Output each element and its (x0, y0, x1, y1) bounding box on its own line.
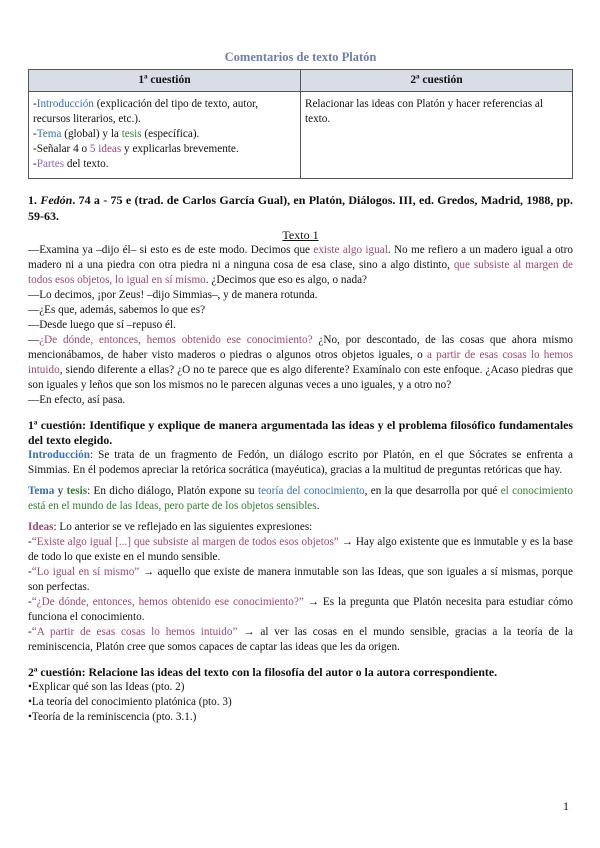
table-cell-q1 (29, 92, 301, 179)
q1-line-intro: -Introducción (explicación del tipo de texto, autor, recursos literarios, etc.). (33, 98, 259, 125)
question1-heading: 1ª cuestión: Identifique y explique de manera argumentada las ideas y el problema filosófico fundamentales del texto elegido. (28, 418, 573, 447)
question2-heading: 2ª cuestión: Relacione las ideas del texto con la filosofía del autor o la autora correspondiente. (28, 665, 498, 679)
texto-paragraph: —¿Es que, además, sabemos lo que es? (28, 304, 206, 316)
q1-line-ideas: -Señalar 4 o 5 ideas y explicarlas brevemente. (33, 143, 239, 155)
document-title: Comentarios de texto Platón (224, 50, 377, 64)
q1-line-tema: -Tema (global) y la tesis (específica). (33, 128, 200, 140)
idea-item: -“¿De dónde, entonces, hemos obtenido ese conocimiento?” → Es la pregunta que Platón necesita para estudiar cómo funciona el conocimiento. (28, 596, 573, 623)
page-number: 1 (563, 799, 569, 813)
ideas-section (28, 520, 573, 655)
ideas-intro: Ideas: Lo anterior se ve reflejado en las siguientes expresiones: (28, 521, 313, 533)
q2-bullet: •Explicar qué son las Ideas (pto. 2) (28, 681, 185, 693)
table-cell-q2: Relacionar las ideas con Platón y hacer referencias al texto. (301, 92, 573, 179)
texto-paragraph: —Examina ya –dijo él– si esto es de este modo. Decimos que existe algo igual. No me refiero a un madero igual a otro madero ni a una piedra con otra piedra ni a ninguna cosa de esa clase, sino a algo distinto, que subsiste al margen de todos esos objetos, lo igual en sí mismo. ¿Decimos que eso es algo, o nada? (28, 244, 574, 286)
q1-line-partes: -Partes del texto. (33, 158, 109, 170)
tema-tesis-paragraph: Tema y tesis: En dicho diálogo, Platón expone su teoría del conocimiento, en la que desarrolla por qué el conocimiento está en el mundo de las Ideas, pero parte de los objetos sensibles. (28, 485, 573, 512)
text-reference: 1. Fedón. 74 a - 75 e (trad. de Carlos García Gual), en Platón, Diálogos. III, ed. Gredos, Madrid, 1988, pp. 59-63. (28, 193, 573, 223)
questions-table (28, 69, 573, 179)
q2-bullet: •Teoría de la reminiscencia (pto. 3.1.) (28, 711, 197, 723)
texto-body (28, 243, 573, 408)
texto-paragraph: —¿De dónde, entonces, hemos obtenido ese conocimiento? ¿No, por descontado, de las cosas que ahora mismo mencionábamos, de haber visto maderos o piedras o algunos otros objetos iguales, o a partir de esas cosas lo hemos intuido, siendo diferente a ellas? ¿O no te parece que es algo diferente? Examínalo con este enfoque. ¿Acaso piedras que son iguales y leños que son los mismos no le parecen algunas veces a uno iguales, y a otro no? (28, 334, 573, 391)
texto-title: Texto 1 (282, 228, 319, 242)
table-header-q1: 1ª cuestión (29, 70, 301, 92)
texto-paragraph: —Lo decimos, ¡por Zeus! –dijo Simmias–, y de manera rotunda. (28, 289, 318, 301)
intro-paragraph: Introducción: Se trata de un fragmento de Fedón, un diálogo escrito por Platón, en el que Sócrates se enfrenta a Simmias. En él podemos apreciar la retórica socrática (mayéutica), gracias a la multitud de preguntas retóricas que hay. (28, 449, 573, 476)
texto-paragraph: —Desde luego que sí –repuso él. (28, 319, 176, 331)
texto-paragraph: —En efecto, así pasa. (28, 394, 126, 406)
document-page (28, 50, 573, 725)
idea-item: -“A partir de esas cosas lo hemos intuido” → al ver las cosas en el mundo sensible, gracias a la teoría de la reminiscencia, Platón cree que somos capaces de captar las ideas que les da origen. (28, 626, 573, 653)
idea-item: -“Existe algo igual [...] que subsiste al margen de todos esos objetos” → Hay algo existente que es inmutable y es la base de todo lo que existe en el mundo sensible. (28, 536, 573, 563)
table-header-q2: 2ª cuestión (301, 70, 573, 92)
idea-item: -“Lo igual en sí mismo” → aquello que existe de manera inmutable son las Ideas, que son iguales a sí mismas, porque son perfectas. (28, 566, 573, 593)
q2-bullet: •La teoría del conocimiento platónica (pto. 3) (28, 696, 232, 708)
